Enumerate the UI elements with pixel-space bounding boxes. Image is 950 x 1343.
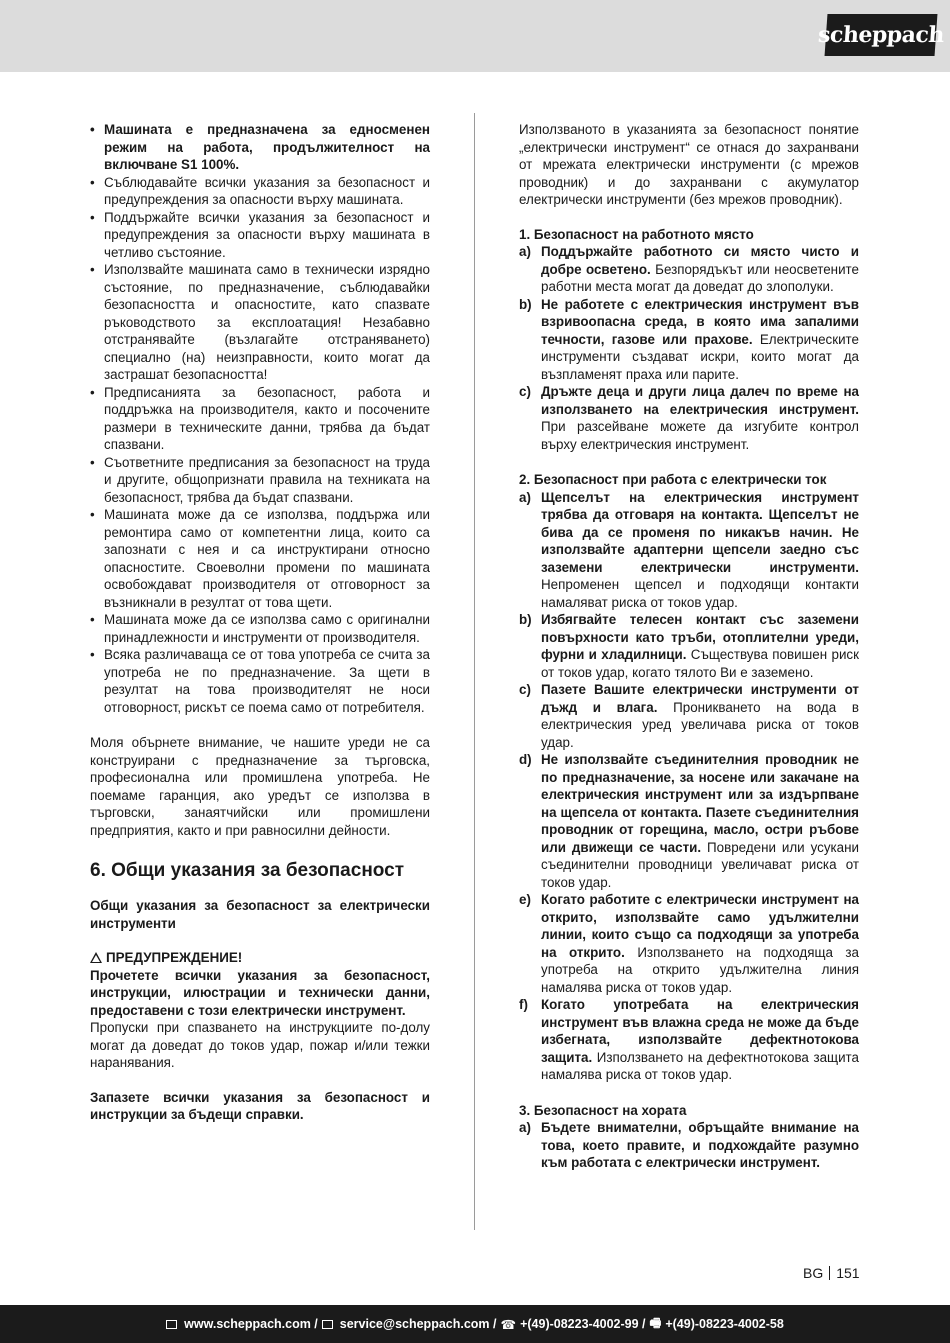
keep-instructions: Запазете всички указания за безопасност и инструкции за бъдещи справки.	[90, 1089, 430, 1122]
bullet-item: • Машината може да се използва, поддържа или ремонтира само от компетентни лица, които са запознати с нея и са инструктирани относно опасностите. Своеволни промени по машината освобождават производителя от отговорност за възникнали в резултат от това щети.	[90, 506, 430, 611]
subsection-title: 2. Безопасност при работа с електрически ток	[519, 472, 827, 487]
list-item: a) Бъдете внимателни, обръщайте внимание на това, което правите, и подхождайте разумно към работата с електрически инструмент.	[519, 1120, 859, 1170]
list-item: a) Щепселът на електрическия инструмент трябва да отговаря на контакта. Щепселът не бива да се променя по никакъв начин. Не използвайте адаптерни щепсели заедно със заземени електрически инструменти. Непроменен щепсел и подходящи контакти намаляват риска от токов удар.	[519, 489, 859, 610]
bullet-item: • Машината е предназначена за едносменен режим на работа, продължителност на включване S1 100%.	[90, 121, 430, 174]
bullet-item: • Всяка различаваща се от това употреба се счита за употреба не по предназначение. За щети в резултат на това производителят не носи отговорност, рискът се поема само от потребителя.	[90, 646, 430, 716]
phone-icon: ☎	[500, 1317, 517, 1332]
list-item: a) Поддържайте работното си място чисто и добре осветено. Безпорядъкът или неосветените работни места могат да доведат до злополуки.	[519, 244, 859, 294]
footer-bar	[0, 1305, 950, 1343]
usage-note: Моля обърнете внимание, че нашите уреди не са конструирани с предназначение за търговска, професионална или промишлена употреба. Не поемаме гаранция, ако уредът се използва в търговски, занаятчийски или промишлени предприятия, както и при равносилни дейности.	[90, 735, 430, 838]
subsection-title: 3. Безопасност на хората	[519, 1102, 687, 1118]
footer-mail[interactable]: service@scheppach.com /	[339, 1317, 497, 1331]
sub-heading: Общи указания за безопасност за електрически инструменти	[90, 898, 430, 931]
section-heading: 6. Общи указания за безопасност	[90, 860, 405, 881]
bullet-item: • Използвайте машината само в технически изрядно състояние, по предназначение, съблюдавайки безопасността и опасностите, като спазвате ръководството за експлоатация! Незабавно отстранявайте (възлагайте отстраняването) специално (на) неизправности, които могат да застрашат безопасността!	[90, 261, 430, 384]
page-language: BG	[803, 1265, 824, 1281]
brand-logo: scheppach	[825, 14, 938, 56]
list-item: e) Когато работите с електрически инструмент на открито, използвайте само удължителни линии, които също са подходящи за употреба на открито. Използването на подходяща за употреба на открито удължителна линия намалява риска от токов удар.	[519, 892, 859, 995]
warning-title-row	[90, 949, 430, 967]
warning-text: Пропуски при спазването на инструкциите по-долу могат да доведат до токов удар, пожар и/или тежки наранявания.	[90, 1020, 430, 1070]
right-column	[519, 121, 859, 1172]
list-item: d) Не използвайте съединителния проводник не по предназначение, за носене или закачане на електрическия инструмент или за издърпване на щепсела от контакта. Пазете съединителния проводник от горещина, масло, остри ръбове или движещи се части. Повредени или усукани съединителни проводници увеличават риска от токов удар.	[519, 752, 859, 890]
header-band	[0, 0, 950, 72]
footer-fax: +(49)-08223-4002-58	[665, 1317, 784, 1331]
warning-title: ПРЕДУПРЕЖДЕНИЕ!	[106, 950, 243, 965]
bullet-item: • Съблюдавайте всички указания за безопасност и предупреждения за опасности върху машината.	[90, 174, 430, 209]
footer-phone: +(49)-08223-4002-99 /	[520, 1317, 646, 1331]
subsection-title: 1. Безопасност на работното място	[519, 226, 754, 242]
bullet-item: • Съответните предписания за безопасност на труда и другите, общопризнати правила на техниката на безопасност, трябва да бъдат спазвани.	[90, 454, 430, 507]
bullet-item: • Машината може да се използва само с оригинални принадлежности и инструменти от производителя.	[90, 611, 430, 646]
computer-icon	[166, 1320, 177, 1329]
footer-web[interactable]: www.scheppach.com /	[184, 1317, 318, 1331]
warning-triangle-icon	[90, 952, 102, 963]
column-divider	[474, 113, 475, 1230]
page-number	[803, 1265, 860, 1281]
page-number-separator	[829, 1266, 830, 1280]
left-column	[90, 121, 430, 1124]
page-number-value: 151	[836, 1265, 860, 1281]
bullet-item: • Предписанията за безопасност, работа и поддръжка на производителя, както и посочените размери в техническите данни, трябва да бъдат спазвани.	[90, 384, 430, 454]
list-item: c) Пазете Вашите електрически инструменти от дъжд и влага. Проникването на вода в електрическия уред увеличава риска от токов удар.	[519, 682, 859, 750]
list-item: b) Не работете с електрическия инструмент във взривоопасна среда, в която има запалими течности, газове или прахове. Електрическите инструменти създават искри, които могат да възпламенят праха или парите.	[519, 296, 859, 382]
intro-text: Използваното в указанията за безопасност понятие „електрически инструмент“ се отнася до захранвани от мрежата електрически инструменти (с мрежов проводник) и до захранвани с акумулатор електрически инструменти (без мрежов проводник).	[519, 122, 859, 207]
mail-icon	[322, 1320, 333, 1329]
list-item: f) Когато употребата на електрическия инструмент във влажна среда не може да бъде избегната, използвайте дефектнотокова защита. Използването на дефектнотокова защита намалява риска от токов удар.	[519, 997, 859, 1082]
warning-bold-text: Прочетете всички указания за безопасност, инструкции, илюстрации и технически данни, предоставени с този електрически инструмент.	[90, 967, 430, 1018]
list-item: c) Дръжте деца и други лица далеч по време на използването на електрическия инструмент. При разсейване можете да изгубите контрол върху електрическия инструмент.	[519, 384, 859, 452]
fax-icon: 🖷	[649, 1315, 662, 1330]
list-item: b) Избягвайте телесен контакт със заземени повърхности като тръби, отоплителни уреди, фурни и хладилници. Съществува повишен риск от токов удар, когато тялото Ви е заземено.	[519, 612, 859, 680]
bullet-item: • Поддържайте всички указания за безопасност и предупреждения за опасности върху машината в четливо състояние.	[90, 209, 430, 262]
